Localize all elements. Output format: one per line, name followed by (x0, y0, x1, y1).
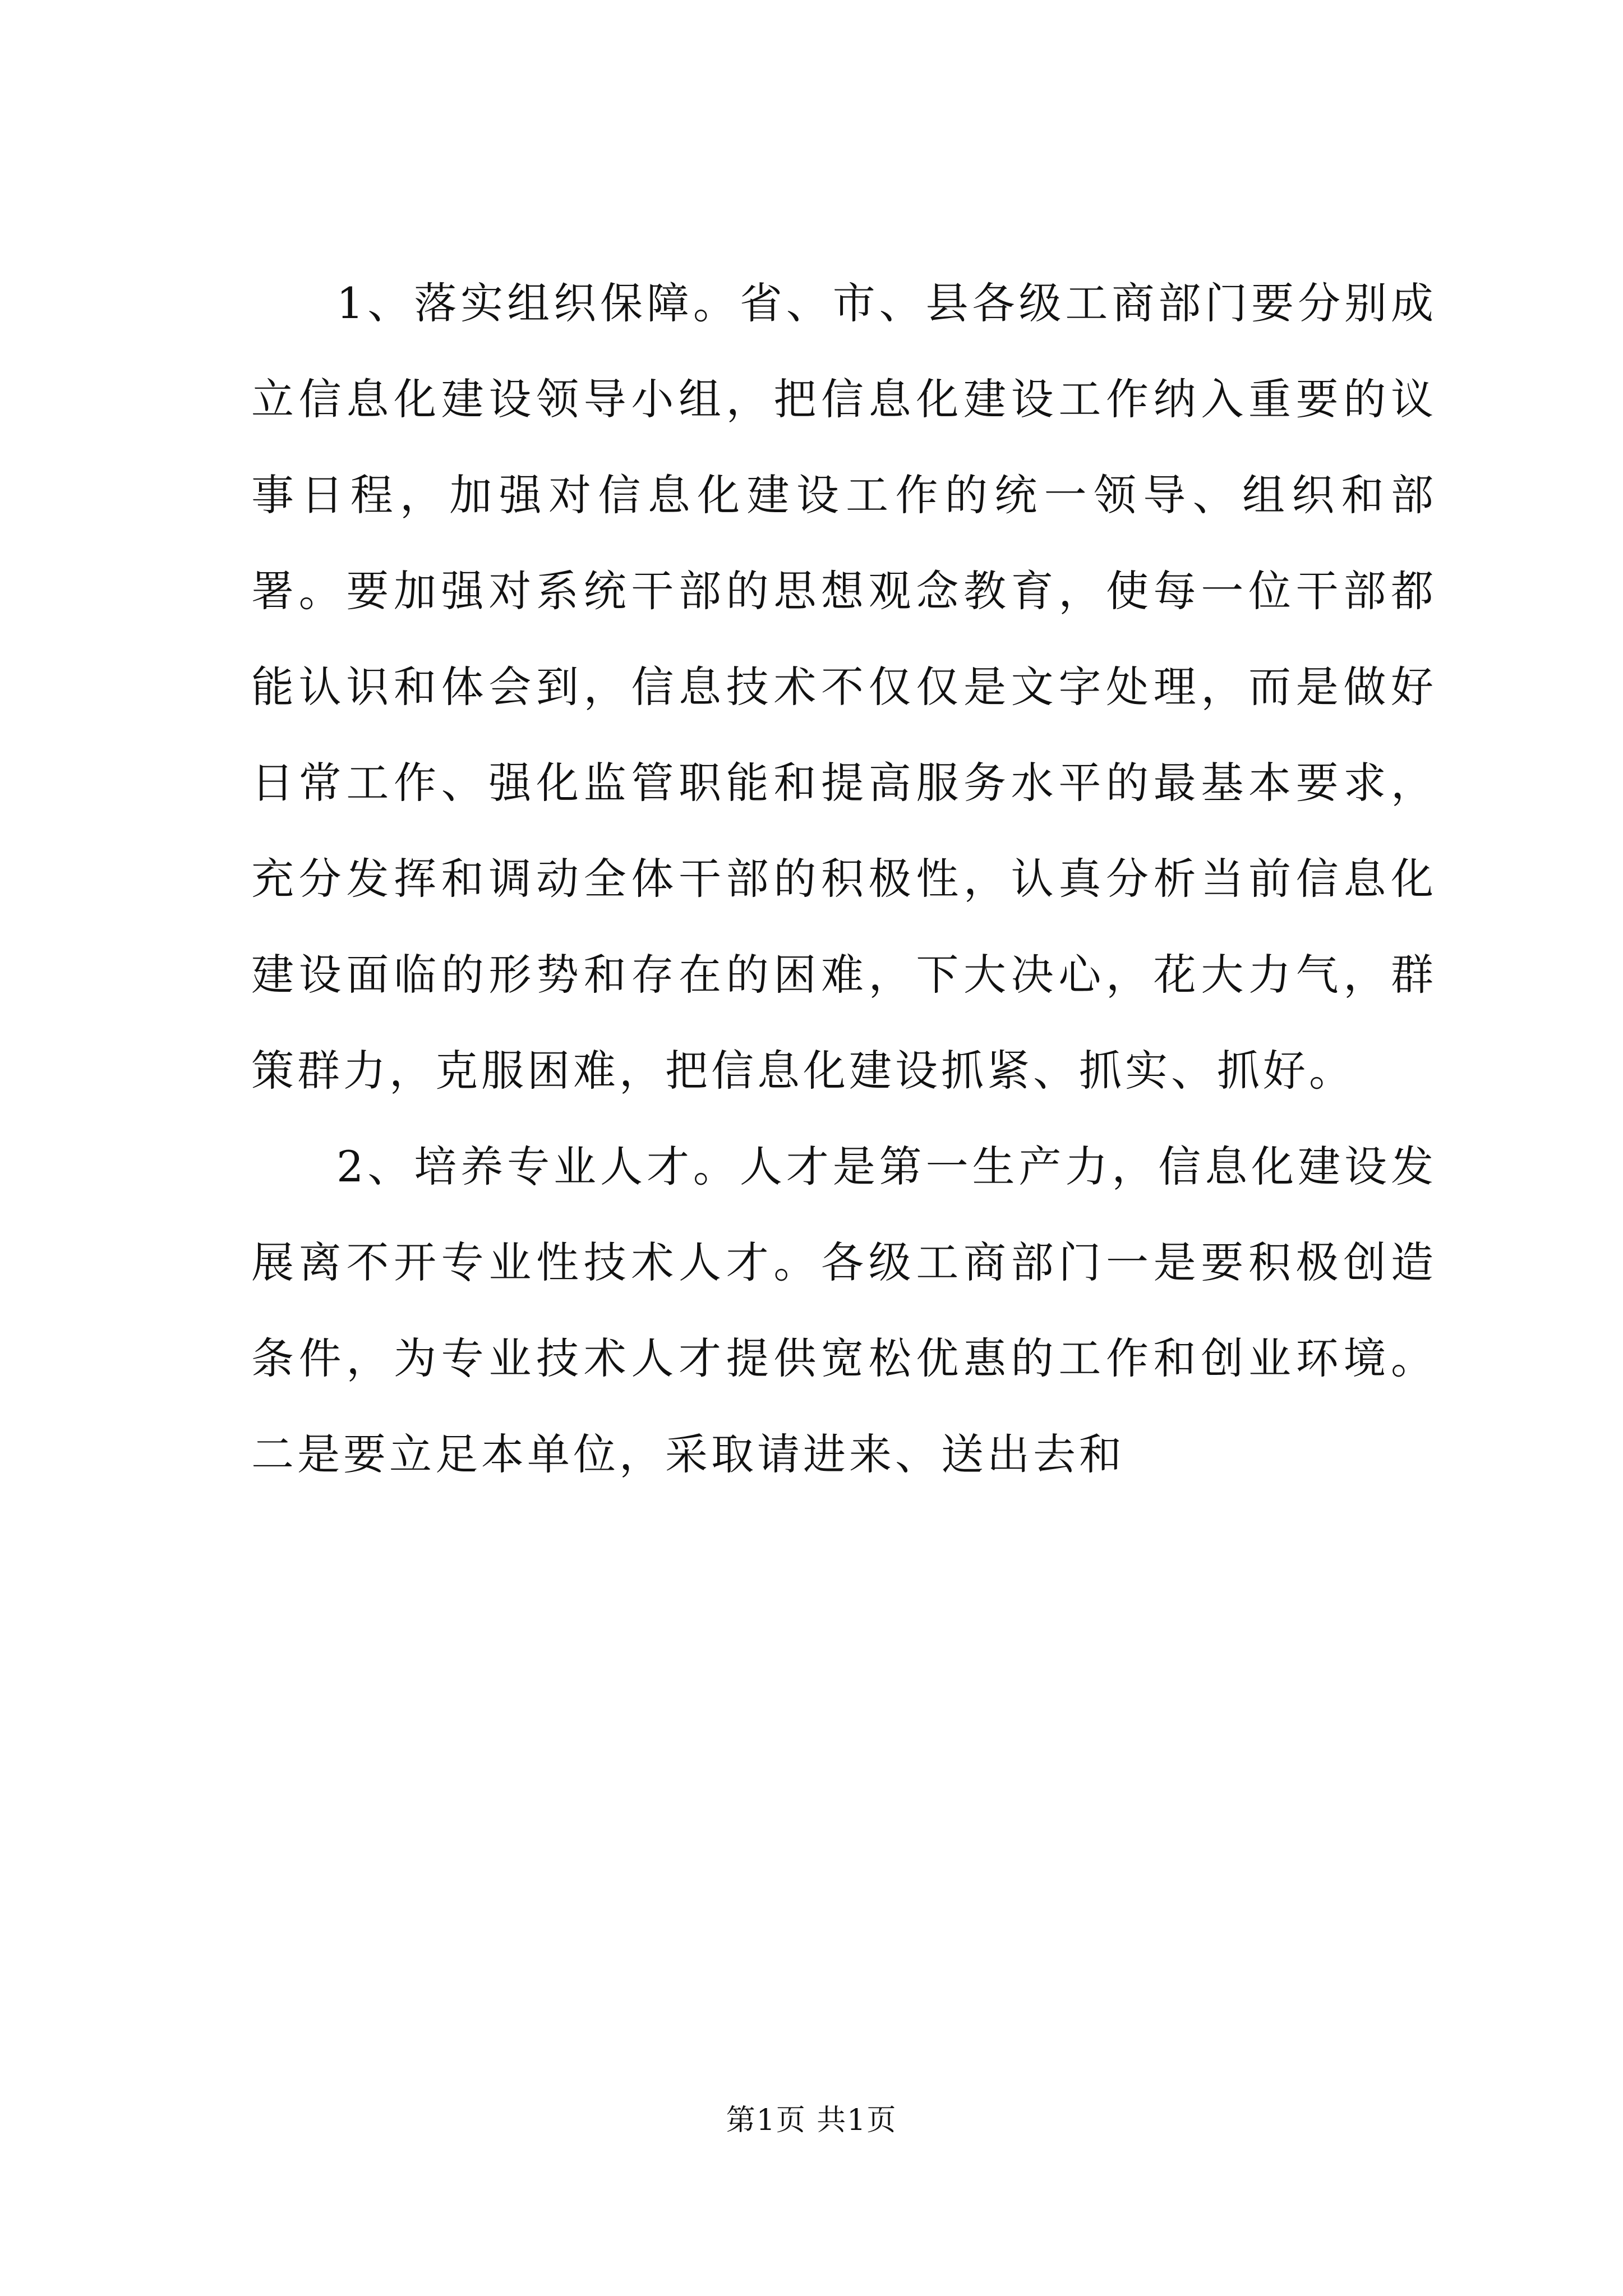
page-footer: 第1页 共1页 (726, 2104, 897, 2137)
document-body (251, 255, 1437, 1502)
paragraph-organization: 1、落实组织保障。省、市、县各级工商部门要分别成立信息化建设领导小组，把信息化建设工作纳入重要的议事日程，加强对信息化建设工作的统一领导、组织和部署。要加强对系统干部的思想观念教育，使每一位干部都能认识和体会到，信息技术不仅仅是文字处理，而是做好日常工作、强化监管职能和提高服务水平的最基本要求，充分发挥和调动全体干部的积极性，认真分析当前信息化建设面临的形势和存在的困难，下大决心，花大力气，群策群力，克服困难，把信息化建设抓紧、抓实、抓好。 (251, 278, 1437, 1096)
paragraph-talent: 2、培养专业人才。人才是第一生产力，信息化建设发展离不开专业性技术人才。各级工商部门一是要积极创造条件，为专业技术人才提供宽松优惠的工作和创业环境。二是要立足本单位，采取请进来、送出去和 (251, 1142, 1437, 1479)
